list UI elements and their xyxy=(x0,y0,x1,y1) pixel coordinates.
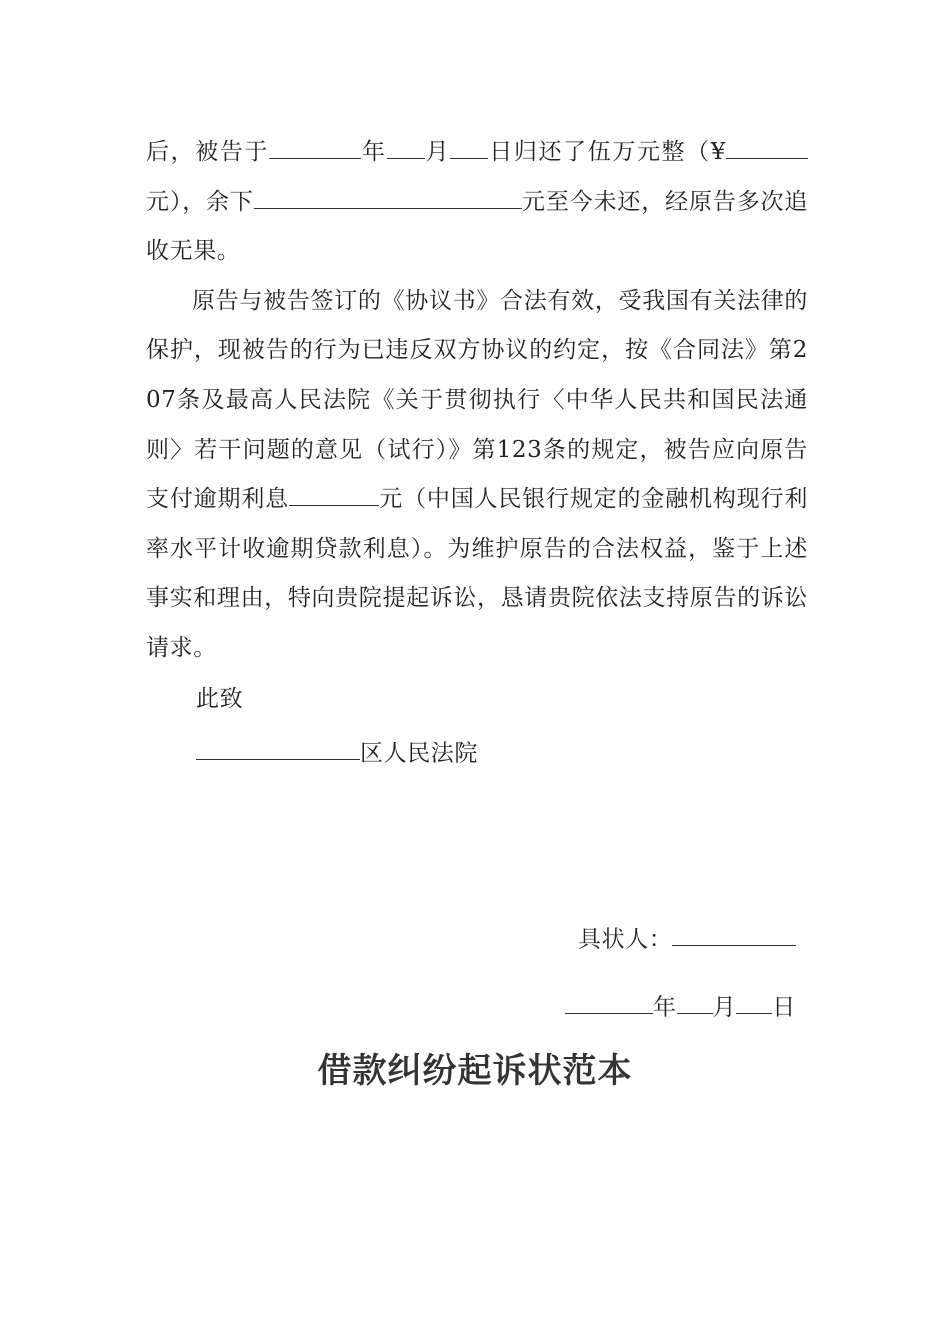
date-month-label: 月 xyxy=(712,994,737,1021)
paragraph-legal-basis xyxy=(146,277,808,674)
blank-date-year xyxy=(565,988,653,1014)
document-title: 借款纠纷起诉状范本 xyxy=(317,1051,633,1091)
text-segment: 日归还了伍万元整（¥ xyxy=(488,139,727,165)
blank-amount xyxy=(726,133,808,159)
text-segment: 月 xyxy=(424,139,451,165)
text-segment: 元（中国人民银行规定的金融机构现行利率水平计收逾期贷款利息）。为维护原告的合法权益，鉴于上述事实和理由，特向贵院提起诉讼，恳请贵院依法支持原告的诉讼请求。 xyxy=(146,486,808,661)
blank-year xyxy=(269,133,361,159)
blank-court xyxy=(196,734,360,760)
court-suffix: 区人民法院 xyxy=(360,740,478,767)
document-body xyxy=(146,128,808,674)
date-line xyxy=(565,988,796,1022)
text-segment: 年 xyxy=(361,139,387,165)
text-segment: 原告与被告签订的《协议书》合法有效，受我国有关法律的保护，现被告的行为已违反双方协议的约定，按《合同法》第207条及最高人民法院《关于贯彻执行〈中华人民共和国民法通则〉若干问题的意见（试行）》第123条的规定，被告应向原告支付逾期利息 xyxy=(146,287,808,513)
blank-remaining xyxy=(254,182,522,208)
text-segment: 元至今未还，经原告多次追收无果。 xyxy=(146,188,808,265)
text-segment: 元），余下 xyxy=(146,188,254,215)
blank-day xyxy=(450,133,488,159)
blank-date-month xyxy=(677,988,713,1014)
date-year-label: 年 xyxy=(653,994,677,1021)
blank-signer xyxy=(672,920,796,946)
court-address xyxy=(196,734,478,768)
date-day-label: 日 xyxy=(772,994,796,1021)
paragraph-repayment xyxy=(146,128,808,277)
signer-label: 具状人： xyxy=(578,926,673,953)
salutation: 此致 xyxy=(196,686,244,712)
text-segment: 后，被告于 xyxy=(146,139,270,165)
signer-line xyxy=(578,920,796,954)
blank-month xyxy=(387,133,425,159)
blank-date-day xyxy=(736,988,772,1014)
blank-interest xyxy=(289,480,379,506)
